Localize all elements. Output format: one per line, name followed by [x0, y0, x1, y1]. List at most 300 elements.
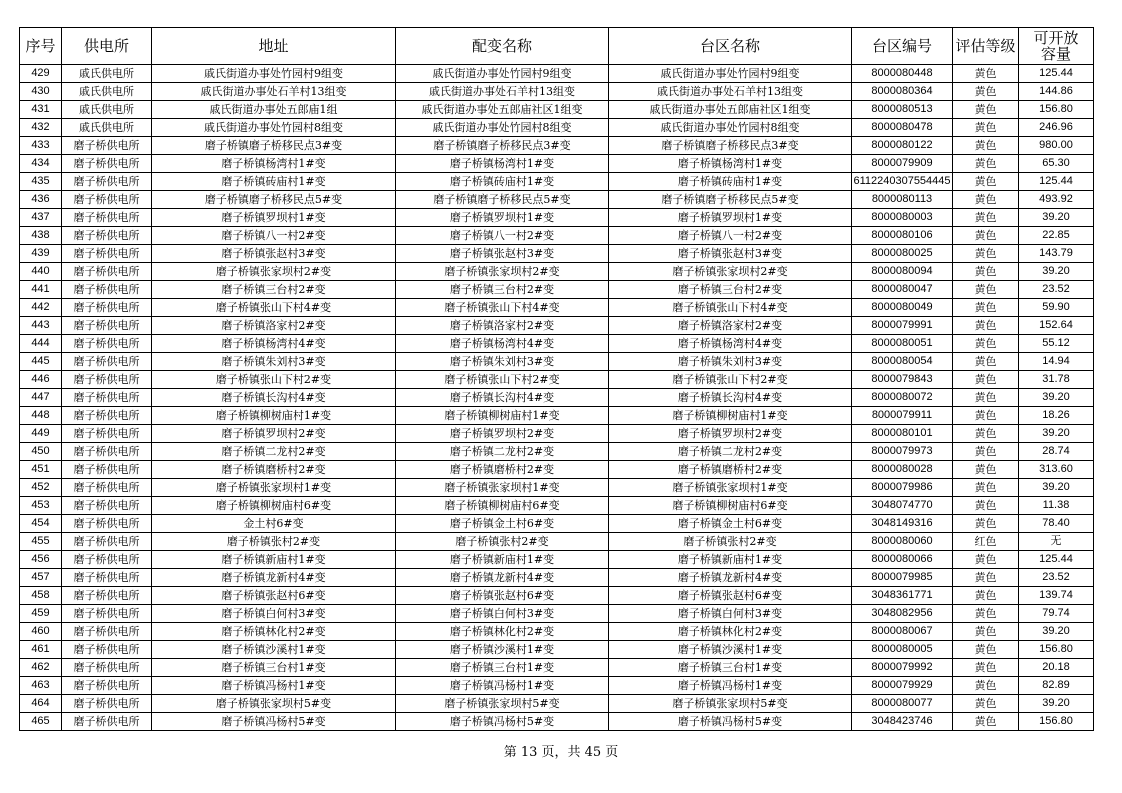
row-area-id: 8000080067 — [852, 623, 953, 641]
row-address: 磨子桥镇罗坝村1#变 — [152, 209, 396, 227]
table-row — [20, 245, 1094, 263]
row-seq: 443 — [20, 317, 62, 335]
row-station: 磨子桥供电所 — [62, 659, 152, 677]
row-transformer-name: 磨子桥镇磨子桥移民点3#变 — [396, 137, 609, 155]
row-grade: 黄色 — [953, 551, 1019, 569]
row-grade: 黄色 — [953, 479, 1019, 497]
row-grade: 黄色 — [953, 191, 1019, 209]
table-row — [20, 713, 1094, 731]
row-station: 磨子桥供电所 — [62, 299, 152, 317]
row-grade: 黄色 — [953, 587, 1019, 605]
row-seq: 453 — [20, 497, 62, 515]
row-transformer-name: 磨子桥镇二龙村2#变 — [396, 443, 609, 461]
row-station: 磨子桥供电所 — [62, 335, 152, 353]
row-seq: 457 — [20, 569, 62, 587]
row-station: 磨子桥供电所 — [62, 173, 152, 191]
row-grade: 黄色 — [953, 101, 1019, 119]
row-area-id: 8000080049 — [852, 299, 953, 317]
row-capacity: 246.96 — [1019, 119, 1094, 137]
row-station: 磨子桥供电所 — [62, 245, 152, 263]
row-address: 磨子桥镇磨子桥移民点3#变 — [152, 137, 396, 155]
row-area-name: 磨子桥镇二龙村2#变 — [609, 443, 852, 461]
row-station: 磨子桥供电所 — [62, 641, 152, 659]
row-area-name: 磨子桥镇柳树庙村6#变 — [609, 497, 852, 515]
row-station: 磨子桥供电所 — [62, 389, 152, 407]
table-row — [20, 263, 1094, 281]
row-area-id: 8000080113 — [852, 191, 953, 209]
table-row — [20, 209, 1094, 227]
row-area-id: 8000080003 — [852, 209, 953, 227]
row-address: 磨子桥镇张山下村2#变 — [152, 371, 396, 389]
row-area-name: 磨子桥镇八一村2#变 — [609, 227, 852, 245]
row-address: 磨子桥镇杨湾村1#变 — [152, 155, 396, 173]
row-station: 磨子桥供电所 — [62, 137, 152, 155]
row-address: 磨子桥镇冯杨村1#变 — [152, 677, 396, 695]
row-address: 磨子桥镇白何村3#变 — [152, 605, 396, 623]
row-capacity: 31.78 — [1019, 371, 1094, 389]
table-row — [20, 299, 1094, 317]
row-seq: 448 — [20, 407, 62, 425]
row-seq: 454 — [20, 515, 62, 533]
row-address: 磨子桥镇龙新村4#变 — [152, 569, 396, 587]
table-row — [20, 551, 1094, 569]
row-seq: 449 — [20, 425, 62, 443]
row-grade: 黄色 — [953, 407, 1019, 425]
row-area-id: 8000079986 — [852, 479, 953, 497]
table-row — [20, 101, 1094, 119]
row-seq: 465 — [20, 713, 62, 731]
row-address: 磨子桥镇张赵村6#变 — [152, 587, 396, 605]
row-transformer-name: 磨子桥镇林化村2#变 — [396, 623, 609, 641]
row-capacity: 980.00 — [1019, 137, 1094, 155]
row-station: 磨子桥供电所 — [62, 497, 152, 515]
row-seq: 450 — [20, 443, 62, 461]
row-station: 磨子桥供电所 — [62, 605, 152, 623]
row-seq: 438 — [20, 227, 62, 245]
row-grade: 黄色 — [953, 335, 1019, 353]
row-capacity: 313.60 — [1019, 461, 1094, 479]
table-row — [20, 137, 1094, 155]
row-area-name: 磨子桥镇张家坝村2#变 — [609, 263, 852, 281]
row-grade: 黄色 — [953, 317, 1019, 335]
data-table — [19, 27, 1094, 731]
row-station: 磨子桥供电所 — [62, 713, 152, 731]
row-station: 磨子桥供电所 — [62, 443, 152, 461]
row-seq: 456 — [20, 551, 62, 569]
row-area-id: 8000079992 — [852, 659, 953, 677]
row-seq: 462 — [20, 659, 62, 677]
row-transformer-name: 磨子桥镇柳树庙村1#变 — [396, 407, 609, 425]
row-address: 磨子桥镇朱刘村3#变 — [152, 353, 396, 371]
row-capacity: 39.20 — [1019, 389, 1094, 407]
row-seq: 432 — [20, 119, 62, 137]
row-seq: 440 — [20, 263, 62, 281]
row-area-id: 6112240307554445 — [852, 173, 953, 191]
row-transformer-name: 磨子桥镇洛家村2#变 — [396, 317, 609, 335]
row-seq: 452 — [20, 479, 62, 497]
row-transformer-name: 戚氏街道办事处五郎庙社区1组变 — [396, 101, 609, 119]
row-station: 磨子桥供电所 — [62, 407, 152, 425]
row-transformer-name: 磨子桥镇张山下村2#变 — [396, 371, 609, 389]
row-transformer-name: 戚氏街道办事处竹园村8组变 — [396, 119, 609, 137]
row-address: 磨子桥镇柳树庙村6#变 — [152, 497, 396, 515]
row-seq: 445 — [20, 353, 62, 371]
row-grade: 黄色 — [953, 641, 1019, 659]
row-capacity: 23.52 — [1019, 281, 1094, 299]
row-area-id: 8000080101 — [852, 425, 953, 443]
row-capacity: 39.20 — [1019, 263, 1094, 281]
row-transformer-name: 磨子桥镇沙溪村1#变 — [396, 641, 609, 659]
row-area-name: 磨子桥镇砖庙村1#变 — [609, 173, 852, 191]
row-grade: 黄色 — [953, 677, 1019, 695]
row-area-id: 8000079929 — [852, 677, 953, 695]
row-station: 磨子桥供电所 — [62, 425, 152, 443]
header-grade: 评估等级 — [953, 28, 1019, 65]
row-area-id: 8000080077 — [852, 695, 953, 713]
table-row — [20, 677, 1094, 695]
row-area-id: 8000079985 — [852, 569, 953, 587]
row-area-id: 8000080066 — [852, 551, 953, 569]
row-seq: 444 — [20, 335, 62, 353]
row-station: 戚氏供电所 — [62, 119, 152, 137]
row-transformer-name: 磨子桥镇八一村2#变 — [396, 227, 609, 245]
row-seq: 433 — [20, 137, 62, 155]
table-row — [20, 281, 1094, 299]
row-area-name: 磨子桥镇沙溪村1#变 — [609, 641, 852, 659]
row-grade: 黄色 — [953, 569, 1019, 587]
row-seq: 459 — [20, 605, 62, 623]
table-row — [20, 533, 1094, 551]
row-area-name: 磨子桥镇冯杨村5#变 — [609, 713, 852, 731]
table-row — [20, 461, 1094, 479]
row-capacity: 14.94 — [1019, 353, 1094, 371]
row-capacity: 143.79 — [1019, 245, 1094, 263]
row-seq: 458 — [20, 587, 62, 605]
row-transformer-name: 戚氏街道办事处竹园村9组变 — [396, 65, 609, 83]
row-capacity: 156.80 — [1019, 713, 1094, 731]
row-grade: 黄色 — [953, 83, 1019, 101]
table-row — [20, 425, 1094, 443]
row-area-name: 磨子桥镇金土村6#变 — [609, 515, 852, 533]
row-capacity: 22.85 — [1019, 227, 1094, 245]
row-grade: 黄色 — [953, 713, 1019, 731]
row-capacity: 20.18 — [1019, 659, 1094, 677]
row-transformer-name: 磨子桥镇罗坝村2#变 — [396, 425, 609, 443]
row-area-name: 磨子桥镇柳树庙村1#变 — [609, 407, 852, 425]
table-row — [20, 695, 1094, 713]
table-row — [20, 479, 1094, 497]
table-row — [20, 119, 1094, 137]
header-address: 地址 — [152, 28, 396, 65]
table-row — [20, 155, 1094, 173]
row-seq: 429 — [20, 65, 62, 83]
row-address: 磨子桥镇砖庙村1#变 — [152, 173, 396, 191]
row-address: 磨子桥镇八一村2#变 — [152, 227, 396, 245]
row-area-name: 磨子桥镇罗坝村1#变 — [609, 209, 852, 227]
row-capacity: 156.80 — [1019, 101, 1094, 119]
row-transformer-name: 磨子桥镇长沟村4#变 — [396, 389, 609, 407]
row-area-name: 磨子桥镇长沟村4#变 — [609, 389, 852, 407]
table-row — [20, 515, 1094, 533]
row-address: 磨子桥镇张村2#变 — [152, 533, 396, 551]
row-area-name: 磨子桥镇张山下村4#变 — [609, 299, 852, 317]
row-area-name: 磨子桥镇张赵村3#变 — [609, 245, 852, 263]
row-address: 磨子桥镇三台村1#变 — [152, 659, 396, 677]
row-area-name: 戚氏街道办事处竹园村8组变 — [609, 119, 852, 137]
row-capacity: 18.26 — [1019, 407, 1094, 425]
row-address: 戚氏街道办事处石羊村13组变 — [152, 83, 396, 101]
row-grade: 黄色 — [953, 209, 1019, 227]
row-area-name: 磨子桥镇张山下村2#变 — [609, 371, 852, 389]
row-capacity: 79.74 — [1019, 605, 1094, 623]
row-address: 磨子桥镇张赵村3#变 — [152, 245, 396, 263]
row-grade: 黄色 — [953, 695, 1019, 713]
row-area-name: 磨子桥镇磨子桥移民点3#变 — [609, 137, 852, 155]
row-transformer-name: 磨子桥镇冯杨村1#变 — [396, 677, 609, 695]
row-area-id: 8000079991 — [852, 317, 953, 335]
header-capacity — [1019, 28, 1094, 65]
row-grade: 黄色 — [953, 353, 1019, 371]
row-transformer-name: 磨子桥镇朱刘村3#变 — [396, 353, 609, 371]
row-address: 磨子桥镇三台村2#变 — [152, 281, 396, 299]
row-area-id: 8000080122 — [852, 137, 953, 155]
row-transformer-name: 磨子桥镇张家坝村2#变 — [396, 263, 609, 281]
row-capacity: 39.20 — [1019, 425, 1094, 443]
row-station: 磨子桥供电所 — [62, 227, 152, 245]
row-station: 磨子桥供电所 — [62, 461, 152, 479]
row-station: 磨子桥供电所 — [62, 155, 152, 173]
row-station: 磨子桥供电所 — [62, 569, 152, 587]
row-area-name: 磨子桥镇杨湾村4#变 — [609, 335, 852, 353]
row-transformer-name: 磨子桥镇磨桥村2#变 — [396, 461, 609, 479]
table-row — [20, 389, 1094, 407]
row-grade: 黄色 — [953, 227, 1019, 245]
row-capacity: 59.90 — [1019, 299, 1094, 317]
row-capacity: 65.30 — [1019, 155, 1094, 173]
table-row — [20, 659, 1094, 677]
row-area-name: 磨子桥镇三台村2#变 — [609, 281, 852, 299]
row-station: 戚氏供电所 — [62, 83, 152, 101]
row-transformer-name: 磨子桥镇三台村2#变 — [396, 281, 609, 299]
row-transformer-name: 磨子桥镇杨湾村1#变 — [396, 155, 609, 173]
row-seq: 455 — [20, 533, 62, 551]
row-grade: 黄色 — [953, 497, 1019, 515]
row-seq: 435 — [20, 173, 62, 191]
row-transformer-name: 磨子桥镇张赵村3#变 — [396, 245, 609, 263]
row-address: 磨子桥镇张家坝村2#变 — [152, 263, 396, 281]
row-capacity: 23.52 — [1019, 569, 1094, 587]
row-transformer-name: 磨子桥镇龙新村4#变 — [396, 569, 609, 587]
row-area-name: 磨子桥镇杨湾村1#变 — [609, 155, 852, 173]
row-area-name: 戚氏街道办事处竹园村9组变 — [609, 65, 852, 83]
row-seq: 460 — [20, 623, 62, 641]
table-row — [20, 371, 1094, 389]
row-capacity: 125.44 — [1019, 551, 1094, 569]
row-area-id: 8000079843 — [852, 371, 953, 389]
row-area-id: 3048082956 — [852, 605, 953, 623]
header-area-id: 台区编号 — [852, 28, 953, 65]
row-grade: 黄色 — [953, 137, 1019, 155]
row-station: 磨子桥供电所 — [62, 515, 152, 533]
row-area-id: 3048423746 — [852, 713, 953, 731]
row-capacity: 82.89 — [1019, 677, 1094, 695]
row-transformer-name: 磨子桥镇张家坝村5#变 — [396, 695, 609, 713]
row-address: 磨子桥镇新庙村1#变 — [152, 551, 396, 569]
row-station: 磨子桥供电所 — [62, 533, 152, 551]
table-row — [20, 173, 1094, 191]
row-area-id: 8000080513 — [852, 101, 953, 119]
row-area-id: 8000080054 — [852, 353, 953, 371]
row-transformer-name: 磨子桥镇杨湾村4#变 — [396, 335, 609, 353]
row-capacity: 39.20 — [1019, 695, 1094, 713]
row-grade: 黄色 — [953, 65, 1019, 83]
row-address: 戚氏街道办事处竹园村8组变 — [152, 119, 396, 137]
row-area-id: 8000080051 — [852, 335, 953, 353]
row-grade: 黄色 — [953, 389, 1019, 407]
row-address: 磨子桥镇磨桥村2#变 — [152, 461, 396, 479]
row-address: 磨子桥镇磨子桥移民点5#变 — [152, 191, 396, 209]
row-seq: 430 — [20, 83, 62, 101]
row-station: 磨子桥供电所 — [62, 695, 152, 713]
row-area-id: 8000080478 — [852, 119, 953, 137]
row-grade: 黄色 — [953, 371, 1019, 389]
row-area-name: 磨子桥镇张村2#变 — [609, 533, 852, 551]
row-transformer-name: 磨子桥镇金土村6#变 — [396, 515, 609, 533]
row-capacity: 152.64 — [1019, 317, 1094, 335]
header-station: 供电所 — [62, 28, 152, 65]
row-area-name: 磨子桥镇磨桥村2#变 — [609, 461, 852, 479]
row-grade: 黄色 — [953, 299, 1019, 317]
row-grade: 黄色 — [953, 155, 1019, 173]
row-area-name: 磨子桥镇朱刘村3#变 — [609, 353, 852, 371]
row-capacity: 78.40 — [1019, 515, 1094, 533]
row-address: 金土村6#变 — [152, 515, 396, 533]
table-row — [20, 641, 1094, 659]
table-row — [20, 65, 1094, 83]
row-area-id: 8000080106 — [852, 227, 953, 245]
row-area-name: 磨子桥镇冯杨村1#变 — [609, 677, 852, 695]
row-grade: 黄色 — [953, 659, 1019, 677]
row-address: 戚氏街道办事处竹园村9组变 — [152, 65, 396, 83]
row-area-id: 8000080025 — [852, 245, 953, 263]
row-station: 磨子桥供电所 — [62, 353, 152, 371]
row-grade: 黄色 — [953, 461, 1019, 479]
row-address: 磨子桥镇长沟村4#变 — [152, 389, 396, 407]
row-area-name: 磨子桥镇三台村1#变 — [609, 659, 852, 677]
row-capacity: 11.38 — [1019, 497, 1094, 515]
row-address: 磨子桥镇洛家村2#变 — [152, 317, 396, 335]
row-area-name: 磨子桥镇龙新村4#变 — [609, 569, 852, 587]
row-station: 戚氏供电所 — [62, 101, 152, 119]
row-seq: 431 — [20, 101, 62, 119]
row-grade: 黄色 — [953, 173, 1019, 191]
row-capacity: 55.12 — [1019, 335, 1094, 353]
row-seq: 436 — [20, 191, 62, 209]
row-capacity: 125.44 — [1019, 173, 1094, 191]
row-area-id: 3048074770 — [852, 497, 953, 515]
row-area-id: 8000080094 — [852, 263, 953, 281]
row-station: 磨子桥供电所 — [62, 587, 152, 605]
row-grade: 黄色 — [953, 119, 1019, 137]
row-transformer-name: 磨子桥镇张赵村6#变 — [396, 587, 609, 605]
row-area-id: 3048149316 — [852, 515, 953, 533]
row-grade: 黄色 — [953, 263, 1019, 281]
table-row — [20, 227, 1094, 245]
row-station: 磨子桥供电所 — [62, 371, 152, 389]
row-grade: 黄色 — [953, 623, 1019, 641]
row-area-name: 磨子桥镇张赵村6#变 — [609, 587, 852, 605]
row-station: 磨子桥供电所 — [62, 623, 152, 641]
row-station: 磨子桥供电所 — [62, 191, 152, 209]
row-seq: 464 — [20, 695, 62, 713]
row-transformer-name: 磨子桥镇新庙村1#变 — [396, 551, 609, 569]
row-capacity: 无 — [1019, 533, 1094, 551]
row-seq: 434 — [20, 155, 62, 173]
row-capacity: 125.44 — [1019, 65, 1094, 83]
row-address: 磨子桥镇二龙村2#变 — [152, 443, 396, 461]
row-address: 磨子桥镇杨湾村4#变 — [152, 335, 396, 353]
row-capacity: 39.20 — [1019, 623, 1094, 641]
row-grade: 黄色 — [953, 515, 1019, 533]
table-row — [20, 587, 1094, 605]
row-transformer-name: 磨子桥镇白何村3#变 — [396, 605, 609, 623]
row-address: 磨子桥镇张家坝村5#变 — [152, 695, 396, 713]
row-area-id: 8000079909 — [852, 155, 953, 173]
row-area-id: 8000080364 — [852, 83, 953, 101]
row-area-name: 磨子桥镇白何村3#变 — [609, 605, 852, 623]
row-area-id: 8000079973 — [852, 443, 953, 461]
row-seq: 461 — [20, 641, 62, 659]
row-transformer-name: 戚氏街道办事处石羊村13组变 — [396, 83, 609, 101]
table-row — [20, 83, 1094, 101]
header-seq: 序号 — [20, 28, 62, 65]
row-area-id: 8000080448 — [852, 65, 953, 83]
row-transformer-name: 磨子桥镇柳树庙村6#变 — [396, 497, 609, 515]
row-area-name: 磨子桥镇张家坝村1#变 — [609, 479, 852, 497]
header-row — [20, 28, 1094, 65]
row-grade: 黄色 — [953, 443, 1019, 461]
row-address: 磨子桥镇林化村2#变 — [152, 623, 396, 641]
row-grade: 红色 — [953, 533, 1019, 551]
row-transformer-name: 磨子桥镇罗坝村1#变 — [396, 209, 609, 227]
row-address: 磨子桥镇沙溪村1#变 — [152, 641, 396, 659]
row-area-name: 戚氏街道办事处五郎庙社区1组变 — [609, 101, 852, 119]
table-row — [20, 407, 1094, 425]
page-footer: 第 13 页，共 45 页 — [503, 745, 619, 760]
row-area-name: 磨子桥镇洛家村2#变 — [609, 317, 852, 335]
row-area-name: 磨子桥镇磨子桥移民点5#变 — [609, 191, 852, 209]
row-seq: 463 — [20, 677, 62, 695]
row-grade: 黄色 — [953, 425, 1019, 443]
row-transformer-name: 磨子桥镇张村2#变 — [396, 533, 609, 551]
table-row — [20, 353, 1094, 371]
row-address: 磨子桥镇罗坝村2#变 — [152, 425, 396, 443]
table-row — [20, 191, 1094, 209]
row-address: 磨子桥镇柳树庙村1#变 — [152, 407, 396, 425]
row-area-id: 8000080028 — [852, 461, 953, 479]
row-transformer-name: 磨子桥镇冯杨村5#变 — [396, 713, 609, 731]
row-area-name: 磨子桥镇罗坝村2#变 — [609, 425, 852, 443]
row-transformer-name: 磨子桥镇磨子桥移民点5#变 — [396, 191, 609, 209]
table-row — [20, 317, 1094, 335]
row-transformer-name: 磨子桥镇张家坝村1#变 — [396, 479, 609, 497]
row-address: 戚氏街道办事处五郎庙1组 — [152, 101, 396, 119]
header-capacity-label: 可开放容量 — [1033, 29, 1079, 63]
row-station: 磨子桥供电所 — [62, 551, 152, 569]
row-station: 磨子桥供电所 — [62, 317, 152, 335]
header-transformer-name: 配变名称 — [396, 28, 609, 65]
row-capacity: 156.80 — [1019, 641, 1094, 659]
